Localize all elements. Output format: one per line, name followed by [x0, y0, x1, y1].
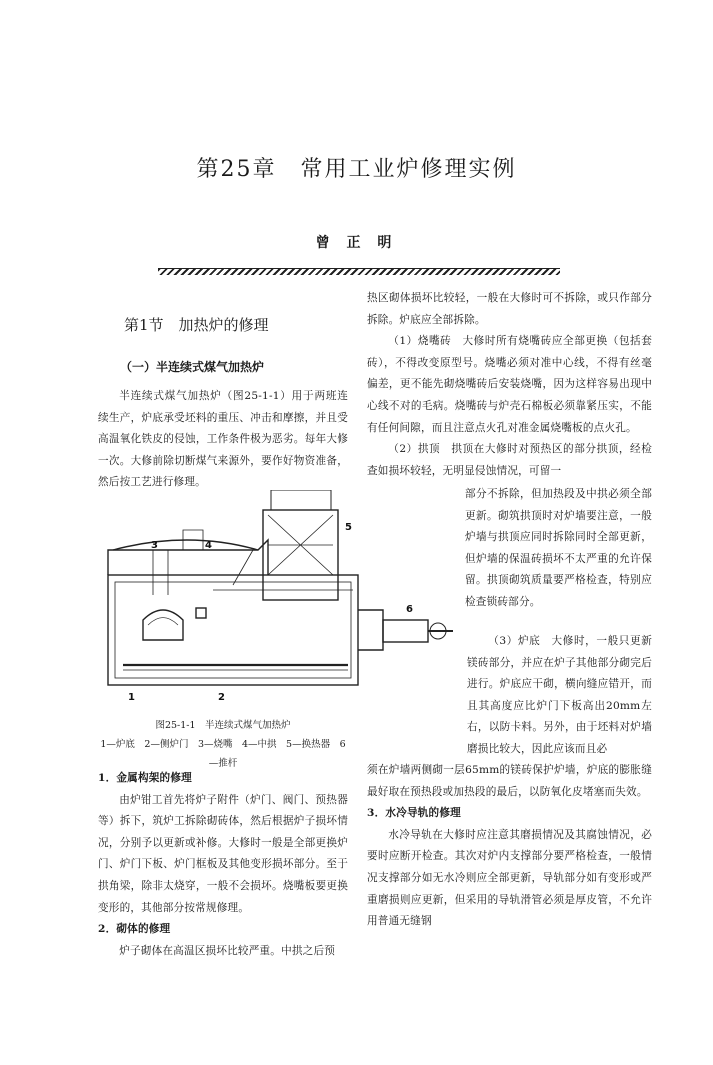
- burner: [196, 608, 206, 618]
- right-top-continuation: 热区砌体损坏比较轻，一般在大修时可不拆除，或只作部分拆除。炉底应全部拆除。: [367, 292, 652, 326]
- heading-water-rail: 3．水冷导轨的修理: [367, 807, 461, 820]
- figure-label-5: 5: [345, 522, 352, 533]
- para-arch-continuation: 部分不拆除，但加热段及中拱必须全部更新。砌筑拱顶时对炉墙要注意，一般炉墙与拱顶应同时拆除同时全部更新，但炉墙的保温砖损坏不太严重的允许保留。拱顶砌筑质量要严格检查，特别应检查锁砖部分。: [465, 488, 652, 608]
- para-water-rail: 水冷导轨在大修时应注意其磨损情况及其腐蚀情况，必要时应断开检查。其次对炉内支撑部分要严格检查，一般情况支撑部分如无水冷则应全部更新，导轨部分如有变形或严重磨损则应更新，但采用的导轨滑管必须是厚皮管，不允许用普通无缝钢: [367, 828, 652, 928]
- furnace-figure: [93, 490, 463, 705]
- right-wrap-column-1: [465, 484, 652, 614]
- para-hearth-start: （3）炉底 大修时，一般只更新镁砖部分，并应在炉子其他部分砌完后进行。炉底应干砌，横向缝应错开，而且其高度应比炉门下板高出20mm左右，以防卡料。另外，由于坯料对炉墙磨损比较大，因此应该而且必: [467, 635, 652, 755]
- figure-label-2: 2: [218, 692, 225, 703]
- side-door: [143, 610, 183, 640]
- heading-metal-frame: 1．金属构架的修理: [98, 772, 192, 784]
- para-hearth-continuation: 须在炉墙两侧砌一层65mm的镁砖保护炉墙，炉底的膨胀缝最好取在预热段或加热段的最后，以防氧化皮堵塞而失效。: [367, 764, 652, 798]
- figure-caption-legend: 1—炉底 2—侧炉门 3—烧嘴 4—中拱 5—换热器 6—推杆: [100, 739, 346, 769]
- para-metal-frame: 由炉钳工首先将炉子附件（炉门、阀门、预热器等）拆下，筑炉工拆除砌砖体，然后根据炉子损坏情况，分别予以更新或补修。大修时一般是全部更换炉门、炉门下板、炉门框板及其他变形损坏部分。至于拱角梁，除非太烧穿，一般不会损坏。烧嘴板要更换变形的，其他部分按常规修理。: [98, 793, 348, 914]
- para-masonry-start: 炉子砌体在高温区损坏比较严重。中拱之后预: [119, 944, 336, 957]
- figure-label-1: 1: [128, 692, 135, 703]
- decorative-divider: [158, 268, 560, 275]
- figure-label-3: 3: [151, 540, 158, 551]
- intro-column: [98, 386, 348, 494]
- figure-label-4: 4: [205, 540, 212, 551]
- figure-label-6: 6: [406, 604, 413, 615]
- right-lower-column: [367, 760, 652, 933]
- recuperator: [263, 510, 338, 600]
- para-arch-start: （2）拱顶 拱顶在大修时对预热区的部分拱顶，经检查如损坏较轻，无明显侵蚀情况，可留一: [367, 443, 652, 477]
- right-top-column: [367, 288, 652, 482]
- subsection-title: （一）半连续式煤气加热炉: [120, 360, 265, 374]
- section-title: 第1节 加热炉的修理: [124, 316, 269, 334]
- intro-paragraph: 半连续式煤气加热炉（图25-1-1）用于两班连续生产，炉底承受坯料的重压、冲击和摩擦，并且受高温氧化铁皮的侵蚀，工作条件极为恶劣。每年大修一次。大修前除切断煤气来源外，要作好物资准备，然后按工艺进行修理。: [98, 390, 348, 489]
- figure-caption: [98, 716, 348, 773]
- heading-masonry: 2．砌体的修理: [98, 923, 171, 936]
- pusher: [383, 620, 428, 642]
- left-lower-column: [98, 768, 348, 962]
- para-burner-brick: （1）烧嘴砖 大修时所有烧嘴砖应全部更换（包括套砖），不得改变原型号。烧嘴必须对准中心线，不得有丝毫偏差，更不能先砌烧嘴砖后安装烧嘴，因为这样容易出现中心线不对的毛病。烧嘴砖与炉壳石棉板必须靠紧压实，不能有任何间隙，而且注意点火孔对准金属烧嘴板的点火孔。: [367, 335, 652, 434]
- arch-roof: [113, 540, 258, 550]
- author: 曾 正 明: [315, 235, 398, 251]
- figure-caption-title: 图25-1-1 半连续式煤气加热炉: [155, 720, 291, 731]
- chapter-title: 第25章 常用工业炉修理实例: [196, 157, 517, 182]
- furnace-body: [108, 575, 358, 685]
- right-wrap-column-2: [467, 631, 652, 761]
